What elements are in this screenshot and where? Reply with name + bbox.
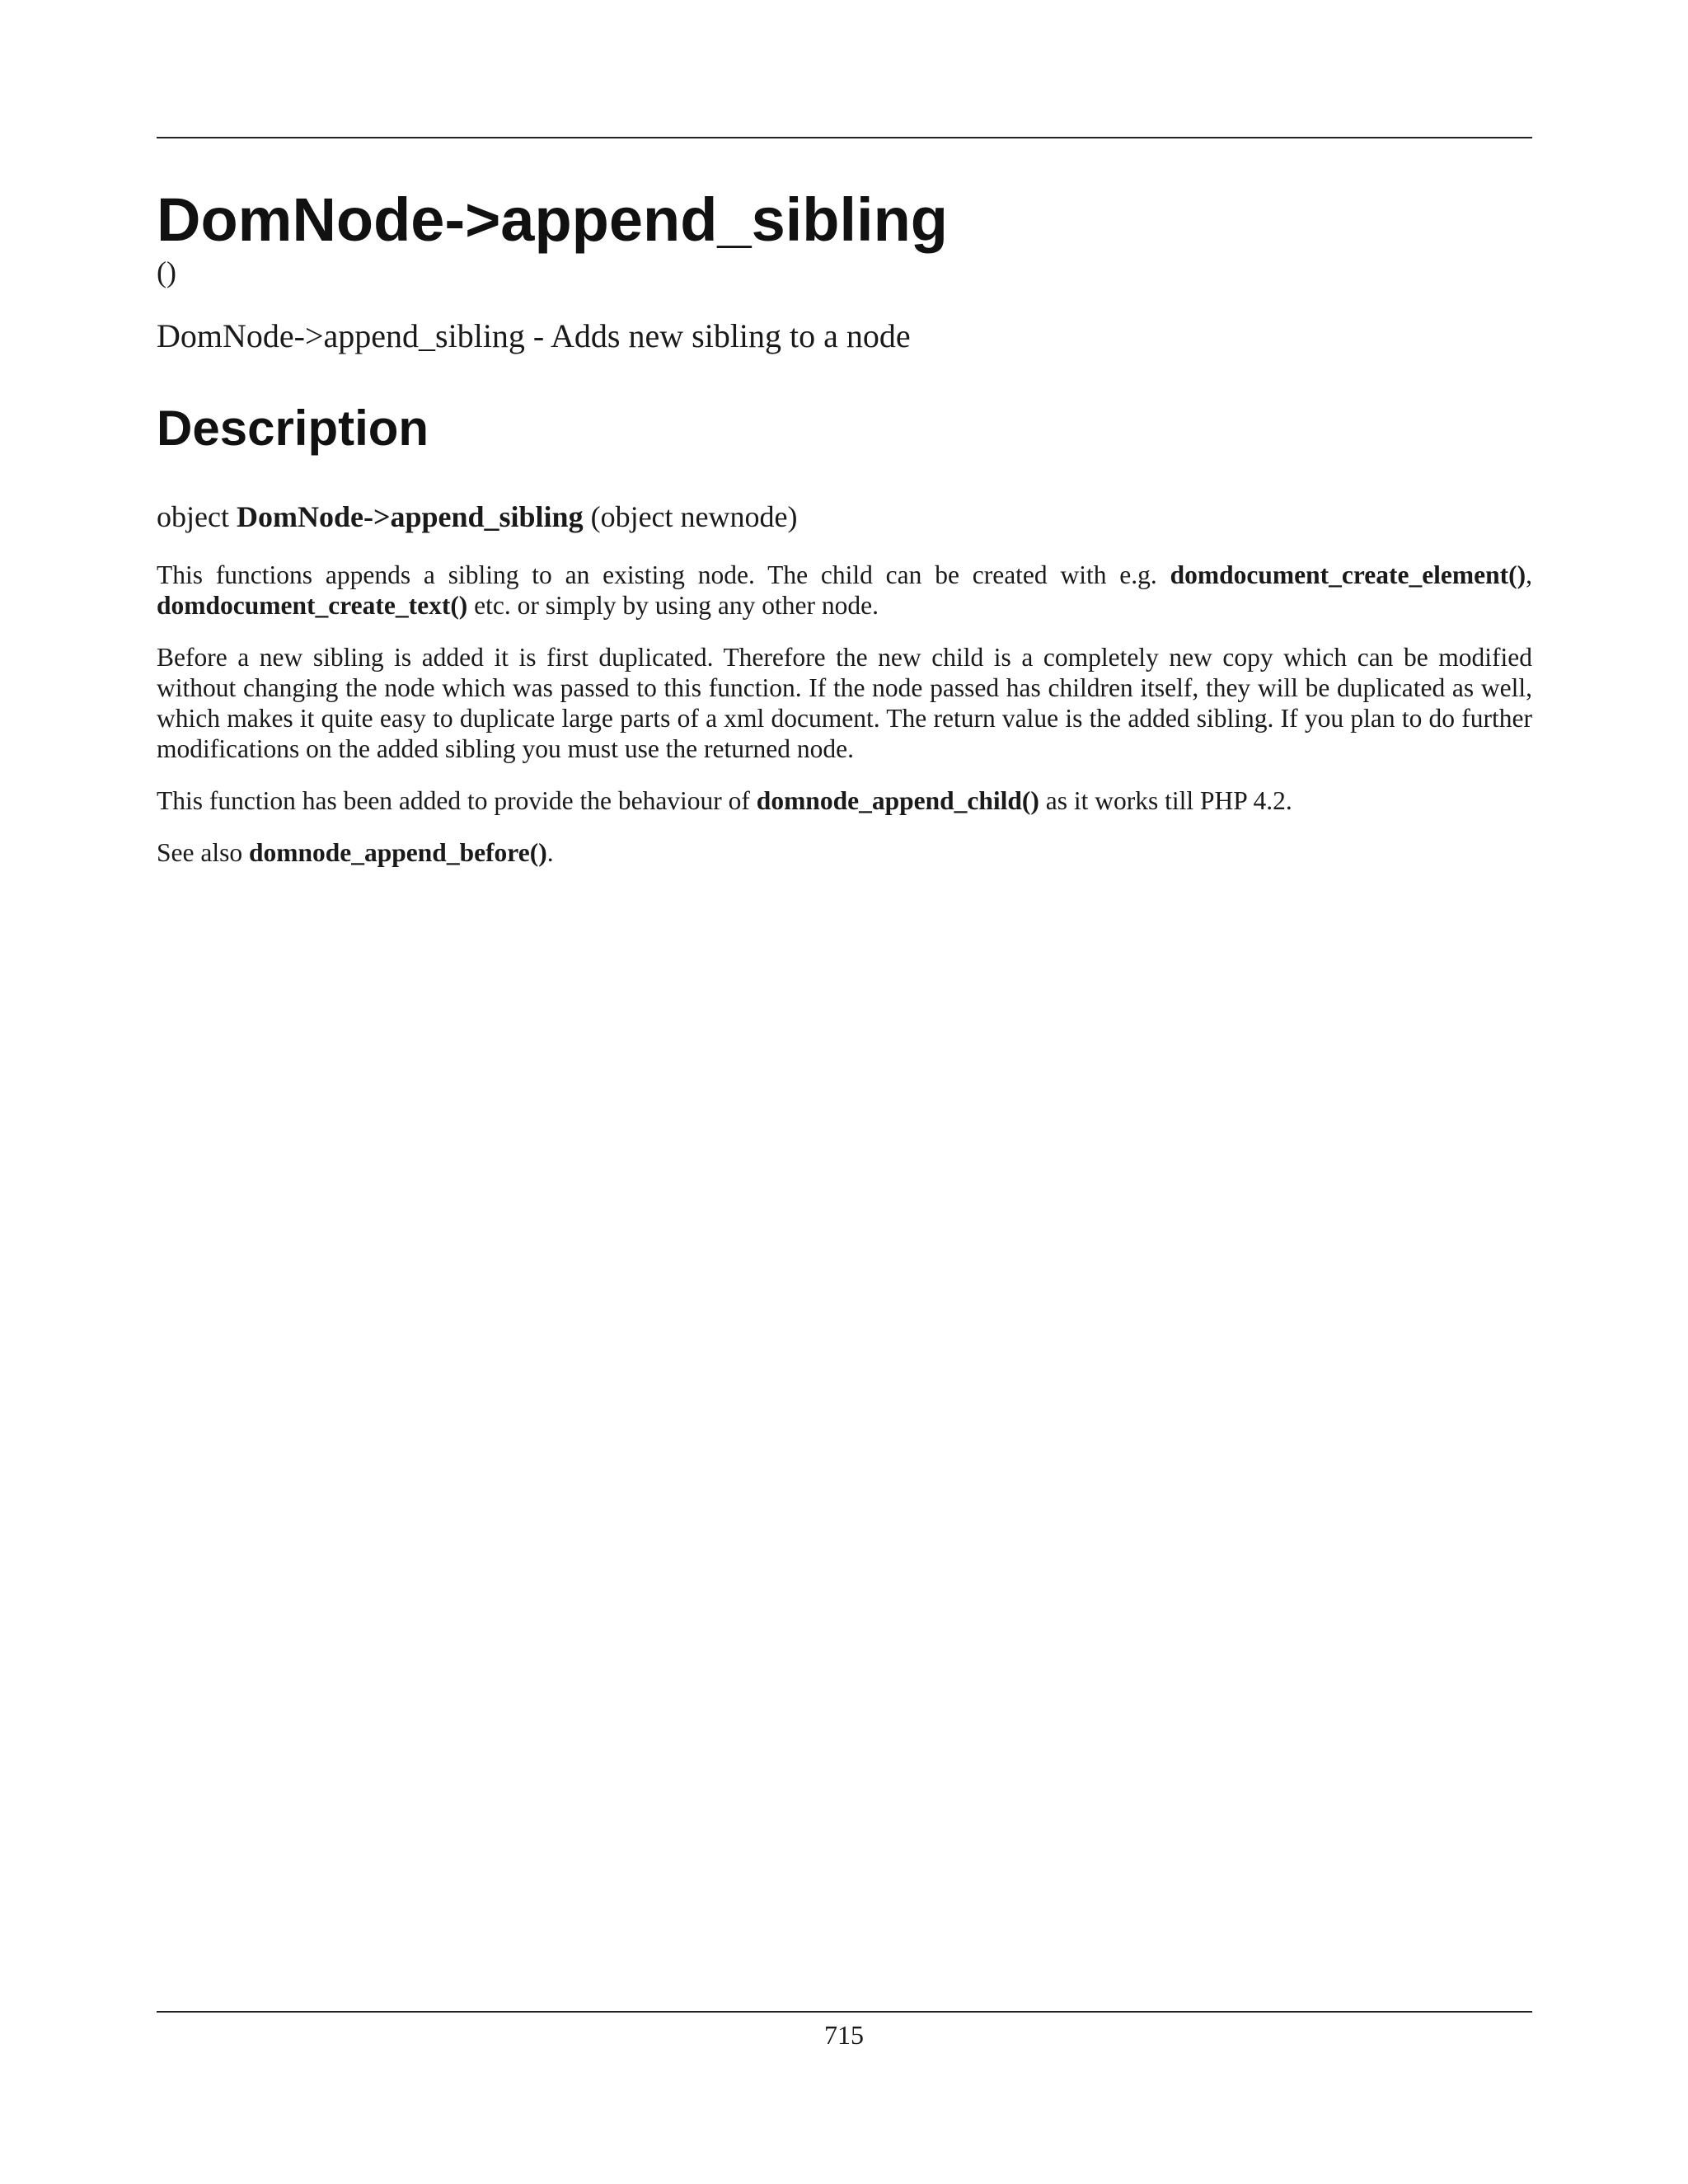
return-type: object: [157, 500, 229, 533]
function-link: domnode_append_child(): [756, 786, 1039, 816]
function-link: domnode_append_before(): [248, 838, 547, 868]
paragraph-text: etc. or simply by using any other node.: [467, 591, 879, 621]
paragraph-text: ,: [1526, 560, 1532, 590]
page-content: [157, 185, 1532, 868]
function-params: (object newnode): [590, 500, 798, 533]
function-synopsis: [157, 499, 1532, 535]
paragraph-1: [157, 560, 1532, 621]
function-name: DomNode->append_sibling: [236, 500, 584, 533]
refpurpose: DomNode->append_sibling - Adds new sibling to a node: [157, 317, 911, 354]
page-title: DomNode->append_sibling: [157, 185, 949, 254]
title-parens: (): [157, 255, 176, 288]
section-heading-description: Description: [157, 401, 429, 456]
paragraph-3: [157, 785, 1532, 816]
footer-rule: [157, 2011, 1532, 2013]
paragraph-text: .: [546, 838, 554, 868]
page-number: 715: [824, 2020, 864, 2050]
paragraph-text: as it works till PHP 4.2.: [1039, 786, 1292, 816]
paragraph-text: This function has been added to provide the behaviour of: [157, 786, 757, 816]
paragraph-text: This functions appends a sibling to an existing node. The child can be created with e.g.: [157, 560, 1170, 590]
paragraph-2: Before a new sibling is added it is first duplicated. Therefore the new child is a completely new copy which can be modified without changing the node which was passed to this function. If the node passed has children itself, they will be duplicated as well, which makes it quite easy to duplicate large parts of a xml document. The return value is the added sibling. If you plan to do further modifications on the added sibling you must use the returned node.: [157, 643, 1532, 764]
paragraph-text: See also: [157, 838, 249, 868]
header-rule: [157, 137, 1532, 138]
paragraph-4: [157, 837, 1532, 868]
function-link: domdocument_create_element(): [1170, 560, 1526, 590]
function-link: domdocument_create_text(): [157, 591, 468, 621]
